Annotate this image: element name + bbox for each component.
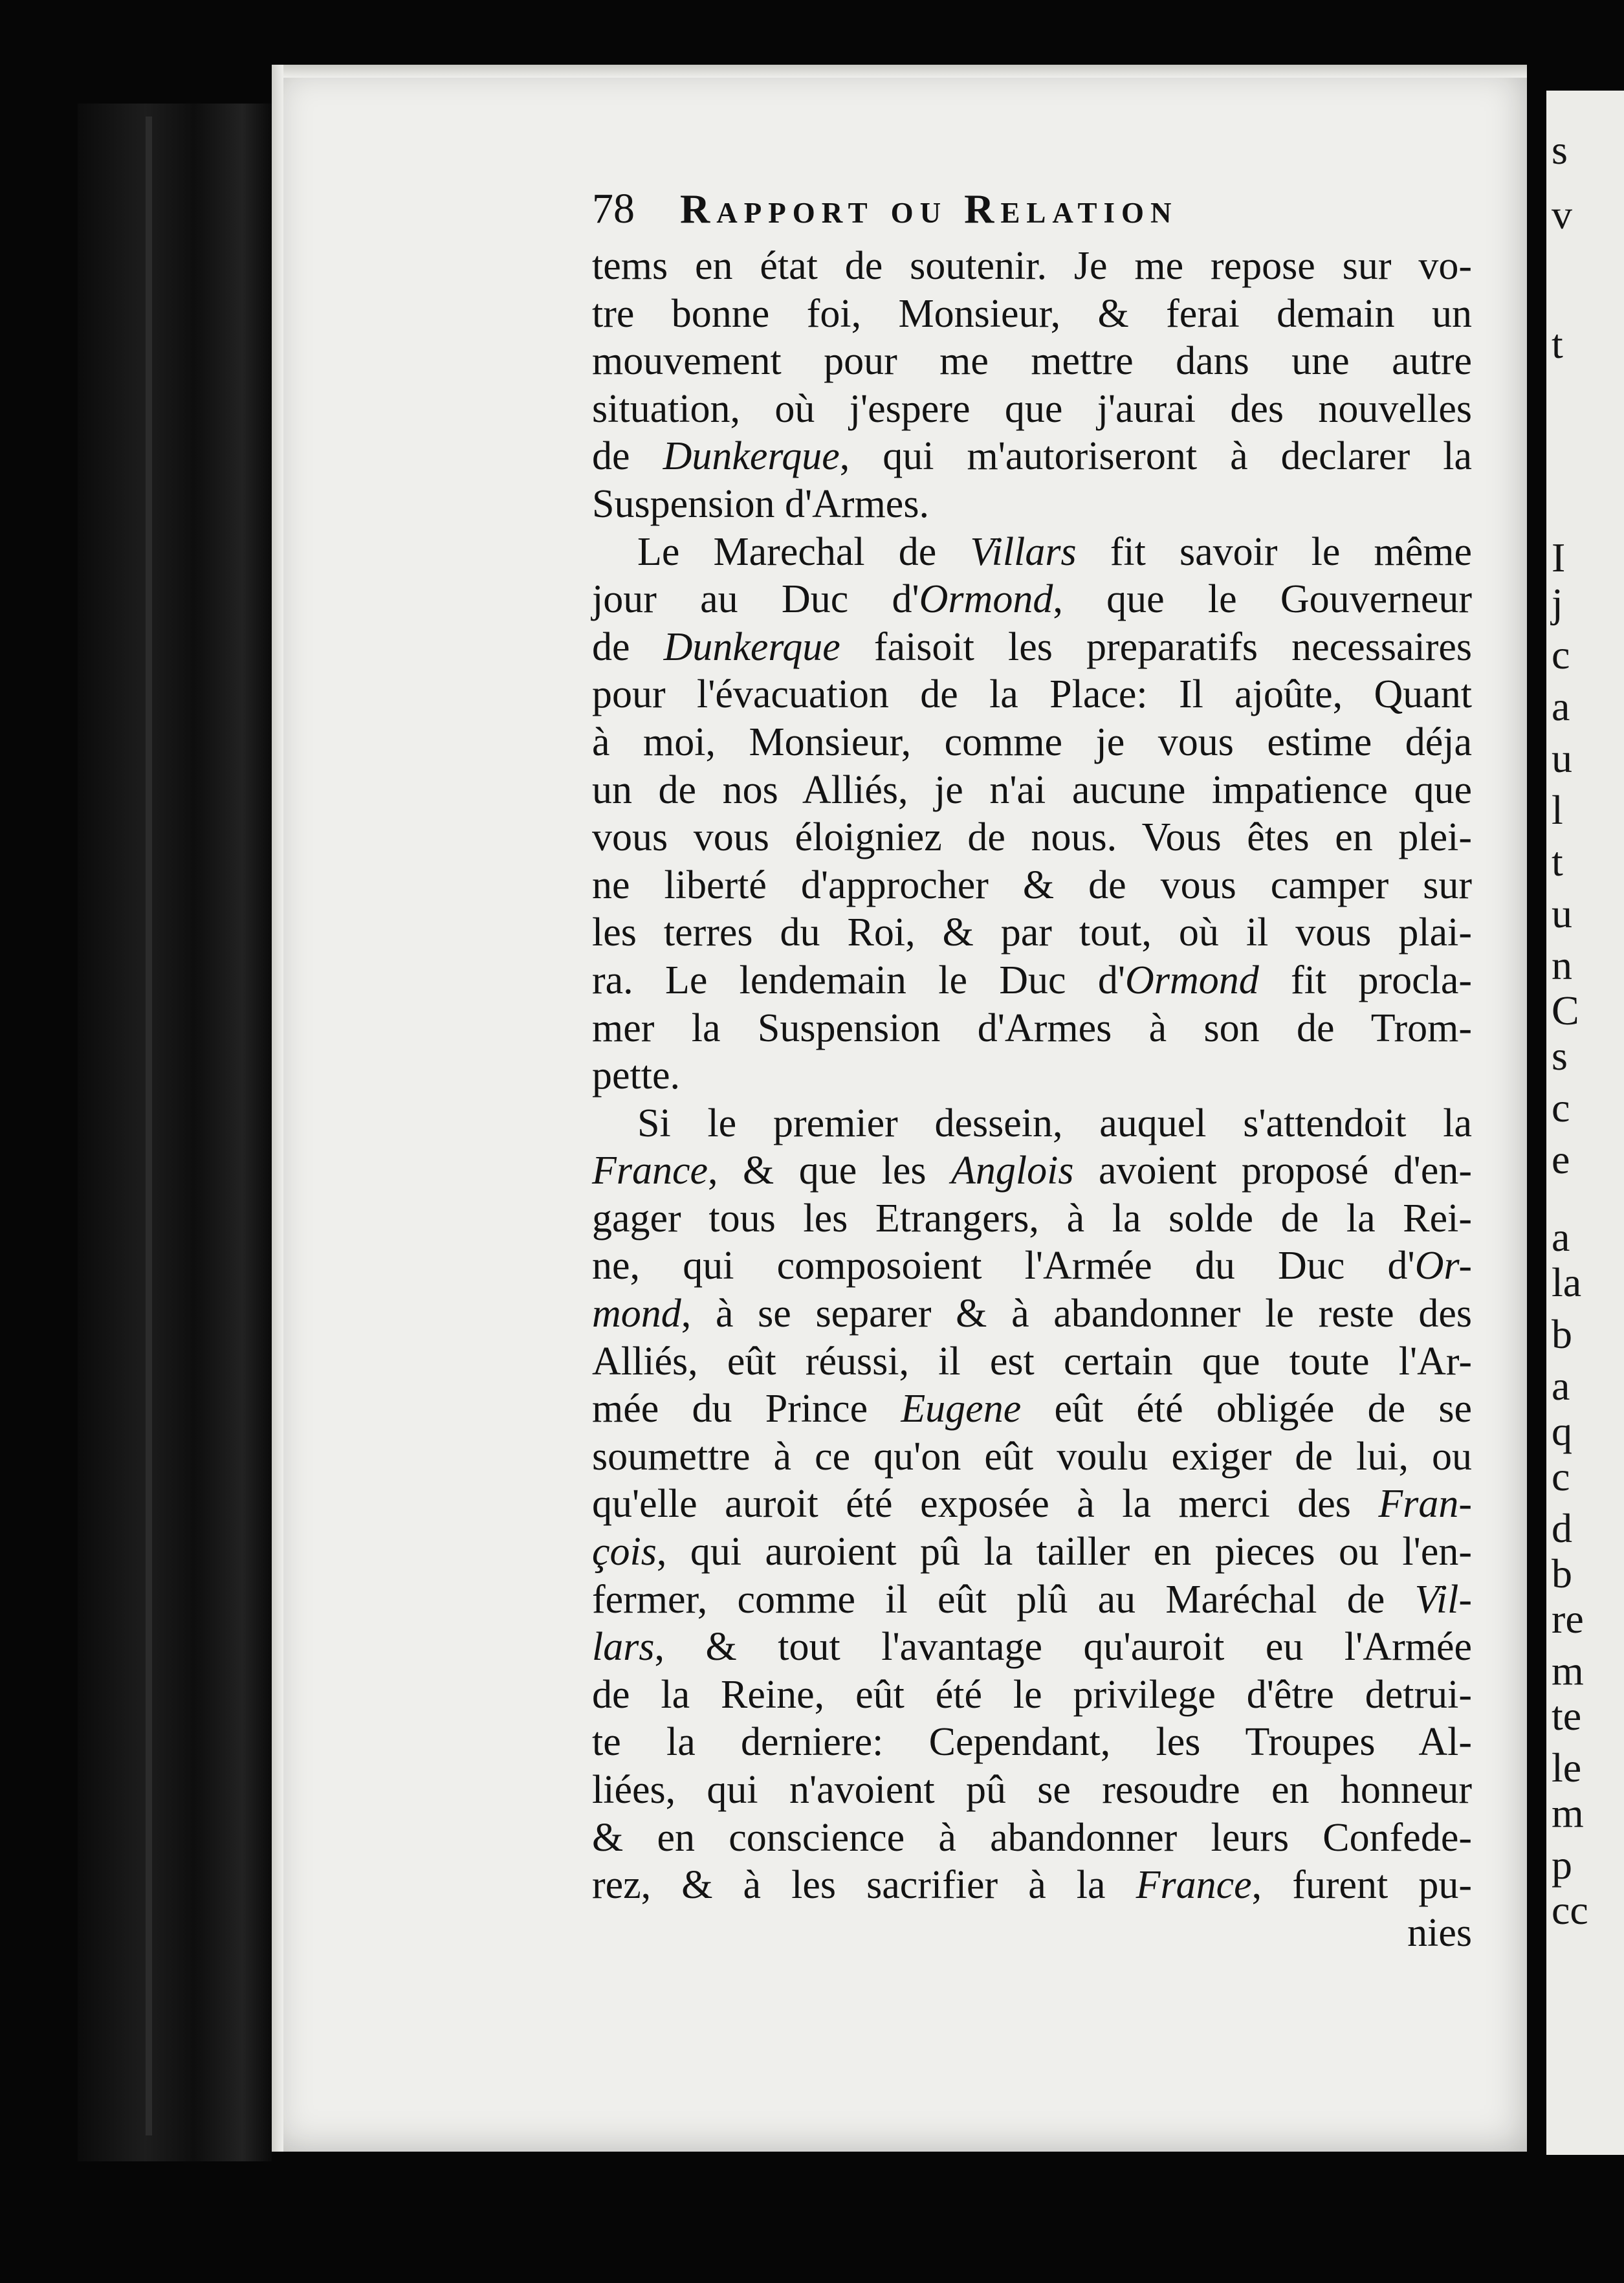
text-segment: ne, qui composoient l'Armée du Duc d' (592, 1244, 1415, 1288)
text-segment: situation, où j'espere que j'aurai des nouvelles (592, 386, 1472, 431)
text-segment: Alliés, eût réussi, il est certain que toute l'Ar- (592, 1339, 1472, 1384)
adjacent-page-fragment: a (1552, 1363, 1570, 1409)
text-segment: Le Marechal de (637, 529, 971, 574)
text-segment: fit savoir le même (1076, 529, 1473, 574)
text-segment: mouvement pour me mettre dans une autre (592, 339, 1472, 384)
text-segment: liées, qui n'avoient pû se resoudre en honneur (592, 1768, 1472, 1812)
text-segment: , furent pu- (1251, 1863, 1472, 1908)
adjacent-page-fragment: t (1552, 839, 1563, 885)
running-title: Rapport ou Relation (680, 186, 1178, 232)
italic-word: Eugene (901, 1387, 1022, 1431)
text-segment: avoient proposé d'en- (1073, 1149, 1472, 1193)
text-line (592, 338, 1472, 386)
adjacent-page-fragment: m (1552, 1648, 1584, 1693)
text-line (592, 1290, 1472, 1338)
text-segment: Suspension d'Armes. (592, 481, 929, 526)
text-segment: ra. Le lendemain le Duc d' (592, 958, 1126, 1002)
text-segment: , & tout l'avantage qu'auroit eu l'Armée (654, 1625, 1472, 1670)
adjacent-page-fragment: a (1552, 1214, 1570, 1260)
text-line (592, 1052, 1472, 1100)
italic-word: lars (592, 1625, 655, 1670)
adjacent-page-fragment: n (1552, 942, 1572, 988)
adjacent-page-fragment: cc (1552, 1887, 1588, 1933)
text-line (592, 1100, 1472, 1148)
italic-word: çois (592, 1530, 657, 1574)
text-line (592, 1576, 1472, 1624)
adjacent-page-fragment: e (1552, 1136, 1570, 1182)
text-segment: soumettre à ce qu'on eût voulu exiger de lui, ou (592, 1434, 1472, 1479)
adjacent-page-fragment: p (1552, 1842, 1572, 1888)
text-line (592, 909, 1472, 957)
adjacent-page-fragment: d (1552, 1505, 1572, 1551)
text-line (592, 1528, 1472, 1576)
text-segment: de la Reine, eût été le privilege d'être detrui- (592, 1672, 1472, 1717)
text-line (592, 481, 1472, 529)
text-segment: pette. (592, 1053, 680, 1098)
text-segment: , que le Gouverneur (1053, 577, 1472, 622)
text-segment: , & que les (708, 1149, 952, 1193)
adjacent-page-fragment: te (1552, 1693, 1582, 1739)
text-segment: & en conscience à abandonner leurs Confede- (592, 1815, 1472, 1860)
text-segment: nies (1407, 1910, 1472, 1955)
text-line (592, 1719, 1472, 1767)
adjacent-page-edge (1546, 91, 1624, 2155)
adjacent-page-fragment: I (1552, 535, 1566, 580)
italic-word: mond (592, 1292, 681, 1336)
text-line (592, 862, 1472, 910)
text-line (592, 1147, 1472, 1195)
text-line (592, 291, 1472, 338)
text-line (592, 719, 1472, 767)
italic-word: Fran- (1378, 1482, 1472, 1527)
text-segment: , qui auroient pû la tailler en pieces ou l'en- (656, 1530, 1472, 1574)
text-segment: mer la Suspension d'Armes à son de Trom- (592, 1006, 1472, 1050)
text-segment: tems en état de soutenir. Je me repose sur vo- (592, 244, 1472, 288)
text-segment: fermer, comme il eût plû au Maréchal de (592, 1577, 1415, 1622)
text-line (592, 624, 1472, 672)
binding-edge (146, 116, 152, 2135)
adjacent-page-fragment: s (1552, 1033, 1568, 1079)
body-text (592, 243, 1472, 1957)
text-segment: vous vous éloigniez de nous. Vous êtes en plei- (592, 815, 1472, 860)
text-line (592, 767, 1472, 815)
text-line (592, 957, 1472, 1005)
adjacent-page-fragment: re (1552, 1596, 1584, 1642)
adjacent-page-fragment: c (1552, 1453, 1570, 1499)
text-line (592, 433, 1472, 481)
italic-word: Ormond (919, 577, 1053, 622)
adjacent-page-fragment: s (1552, 127, 1568, 173)
text-line (592, 1671, 1472, 1719)
adjacent-page-fragment: le (1552, 1745, 1582, 1791)
text-line (592, 576, 1472, 624)
text-line (592, 1385, 1472, 1433)
text-segment: de (592, 624, 664, 669)
italic-word: Villars (970, 529, 1077, 574)
page-text (592, 184, 1472, 1957)
adjacent-page-fragment: t (1552, 321, 1563, 367)
text-segment: jour au Duc d' (592, 577, 919, 622)
text-line (592, 1005, 1472, 1053)
text-line (592, 1624, 1472, 1671)
italic-word: France (592, 1149, 708, 1193)
adjacent-page-fragment: a (1552, 683, 1570, 729)
text-segment: gager tous les Etrangers, à la solde de la Rei- (592, 1196, 1472, 1241)
italic-word: Vil- (1414, 1577, 1472, 1622)
adjacent-page-fragment: c (1552, 632, 1570, 678)
text-segment: un de nos Alliés, je n'ai aucune impatience que (592, 767, 1472, 812)
adjacent-page-fragment: u (1552, 890, 1572, 936)
text-line (592, 1242, 1472, 1290)
text-line (592, 243, 1472, 291)
italic-word: France (1136, 1863, 1252, 1908)
adjacent-page-fragment: j (1552, 580, 1563, 626)
italic-word: Ormond (1125, 958, 1259, 1002)
text-line (592, 814, 1472, 862)
adjacent-page-fragment: la (1552, 1259, 1582, 1305)
text-line (592, 1481, 1472, 1528)
text-segment: , à se separer & à abandonner le reste des (681, 1292, 1472, 1336)
text-segment: rez, & à les sacrifier à la (592, 1863, 1136, 1908)
text-segment: mée du Prince (592, 1387, 901, 1431)
italic-word: Dunkerque (663, 434, 840, 479)
adjacent-page-fragment: l (1552, 787, 1563, 833)
text-line (592, 1195, 1472, 1243)
text-segment: ne liberté d'approcher & de vous camper sur (592, 863, 1472, 907)
text-segment: Si le premier dessein, auquel s'attendoit la (637, 1101, 1472, 1145)
page-number: 78 (592, 185, 635, 232)
italic-word: Or- (1414, 1244, 1472, 1288)
adjacent-page-fragment: m (1552, 1790, 1584, 1836)
adjacent-page-fragment: b (1552, 1550, 1572, 1596)
adjacent-page-fragment: C (1552, 987, 1579, 1033)
text-segment: faisoit les preparatifs necessaires (840, 624, 1472, 669)
running-head (592, 184, 1472, 243)
text-segment: qu'elle auroit été exposée à la merci des (592, 1482, 1379, 1527)
text-line (592, 1814, 1472, 1862)
text-line (592, 671, 1472, 719)
text-line (592, 529, 1472, 577)
book-binding-shadow (78, 104, 272, 2161)
text-line (592, 1862, 1472, 1910)
text-line (592, 1767, 1472, 1814)
text-segment: pour l'évacuation de la Place: Il ajoûte, Quant (592, 672, 1472, 717)
adjacent-page-fragment: v (1552, 192, 1572, 237)
text-segment: les terres du Roi, & par tout, où il vous plai- (592, 910, 1472, 955)
text-line (592, 386, 1472, 434)
text-segment: de (592, 434, 663, 479)
italic-word: Anglois (951, 1149, 1074, 1193)
italic-word: Dunkerque (663, 624, 840, 669)
text-segment: tre bonne foi, Monsieur, & ferai demain un (592, 291, 1472, 336)
text-segment: , qui m'autoriseront à declarer la (839, 434, 1472, 479)
adjacent-page-fragment: u (1552, 735, 1572, 781)
text-segment: te la derniere: Cependant, les Troupes Al- (592, 1720, 1472, 1765)
adjacent-page-fragment: q (1552, 1408, 1572, 1454)
text-segment: eût été obligée de se (1021, 1387, 1472, 1431)
text-segment: à moi, Monsieur, comme je vous estime déja (592, 720, 1472, 764)
text-line (592, 1338, 1472, 1386)
adjacent-page-fragment: b (1552, 1311, 1572, 1357)
text-segment: fit procla- (1258, 958, 1473, 1002)
text-line (592, 1433, 1472, 1481)
adjacent-page-fragment: c (1552, 1085, 1570, 1130)
text-line (592, 1910, 1472, 1958)
